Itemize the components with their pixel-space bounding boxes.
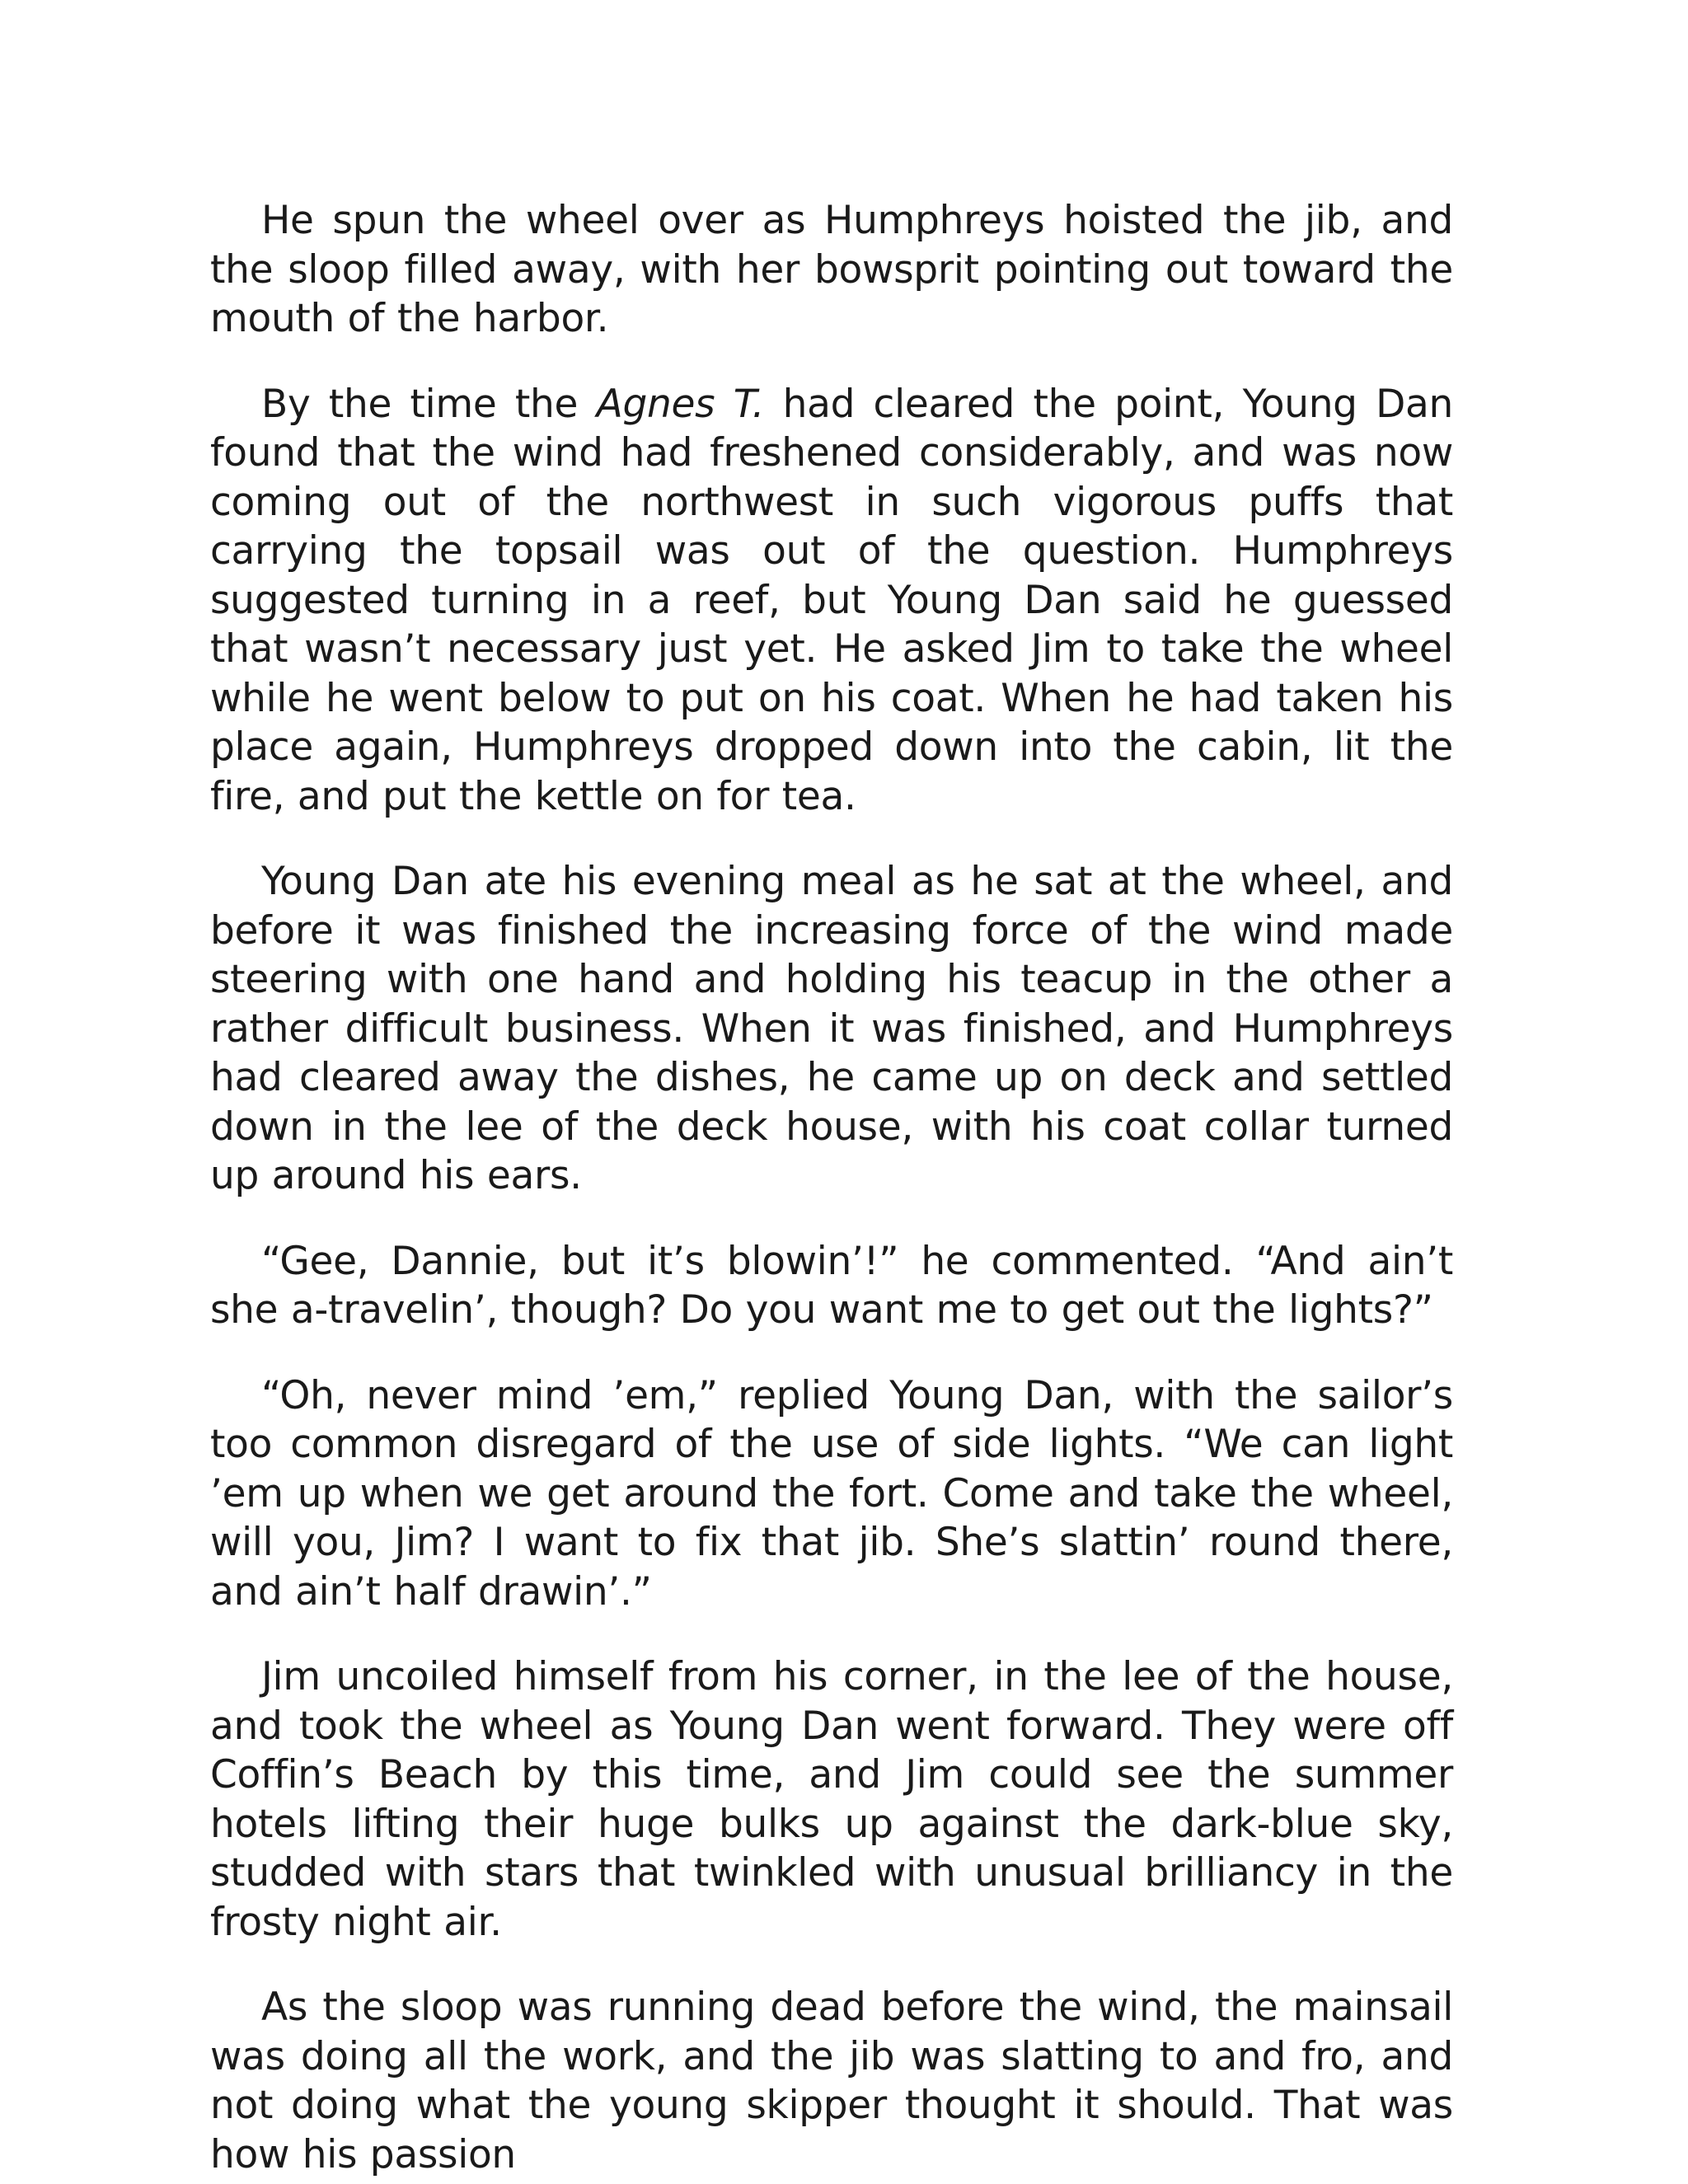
paragraph-4: “Gee, Dannie, but it’s blowin’!” he commented. “And ain’t she a-travelin’, though? Do you want me to get out the lights?” xyxy=(210,1238,1453,1333)
book-page xyxy=(210,196,1454,2177)
paragraph-1: He spun the wheel over as Humphreys hoisted the jib, and the sloop filled away, with her bowsprit pointing out toward the mouth of the harbor. xyxy=(210,198,1453,341)
paragraph-2 xyxy=(210,380,1453,822)
paragraph-2-rest: had cleared the point, Young Dan found that the wind had freshened considerably, and was now coming out of the northwest in such vigorous puffs that carrying the topsail was out of the question. Humphreys suggested turning in a reef, but Young Dan said he guessed that wasn’t necessary just yet. He asked Jim to take the wheel while he went below to put on his coat. When he had taken his place again, Humphreys dropped down into the cabin, lit the fire, and put the kettle on for tea. xyxy=(210,381,1454,819)
paragraph-3: Young Dan ate his evening meal as he sat at the wheel, and before it was finished the increasing force of the wind made steering with one hand and holding his teacup in the other a rather difficult business. When it was finished, and Humphreys had cleared away the dishes, he came up on deck and settled down in the lee of the deck house, with his coat collar turned up around his ears. xyxy=(210,859,1453,1198)
paragraph-2-lead: By the time the xyxy=(261,381,597,427)
paragraph-5: “Oh, never mind ’em,” replied Young Dan, with the sailor’s too common disregard of the use of side lights. “We can light ’em up when we get around the fort. Come and take the wheel, will you, Jim? I want to fix that jib. She’s slattin’ round there, and ain’t half drawin’.” xyxy=(210,1372,1453,1615)
ship-name-italic: Agnes T. xyxy=(596,381,765,427)
paragraph-7: As the sloop was running dead before the wind, the mainsail was doing all the work, and the jib was slatting to and fro, and not doing what the young skipper thought it should. That was how his passion xyxy=(210,1985,1453,2177)
paragraph-6: Jim uncoiled himself from his corner, in the lee of the house, and took the wheel as Young Dan went forward. They were off Coffin’s Beach by this time, and Jim could see the summer hotels lifting their huge bulks up against the dark-blue sky, studded with stars that twinkled with unusual brilliancy in the frosty night air. xyxy=(210,1654,1453,1945)
